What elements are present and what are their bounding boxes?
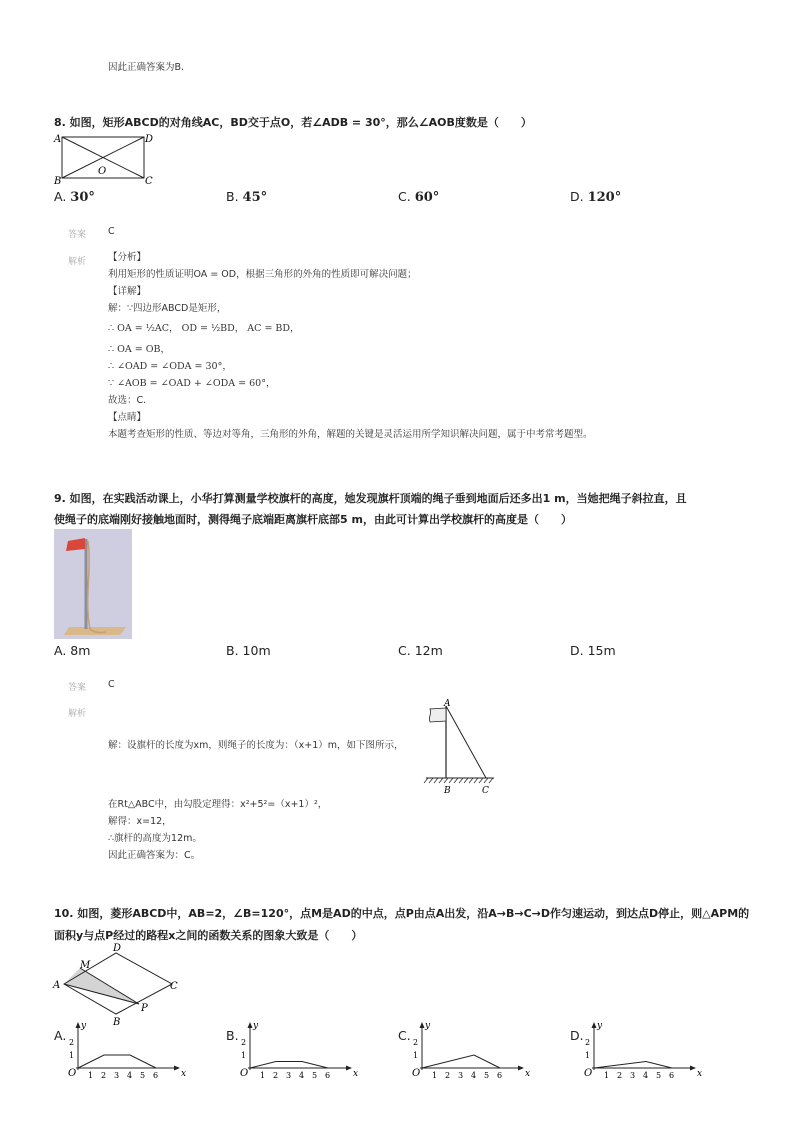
option-value: 30° bbox=[70, 190, 95, 205]
x-axis-label: x bbox=[353, 1069, 359, 1079]
y-axis-label: y bbox=[425, 1021, 431, 1031]
q10-option-b-letter[interactable]: B. bbox=[226, 1028, 239, 1043]
q9-option-a[interactable] bbox=[54, 643, 90, 658]
q8-analysis-tag: 解析 bbox=[68, 257, 87, 267]
analysis-line: 解：设旗杆的长度为xm，则绳子的长度为：（x+1）m，如下图所示， bbox=[108, 740, 404, 751]
option-letter: A. bbox=[54, 189, 67, 204]
q9-option-c[interactable] bbox=[398, 643, 443, 658]
option-letter: D. bbox=[570, 189, 584, 204]
option-value: 45° bbox=[242, 190, 268, 205]
q9-label-c: C bbox=[482, 786, 489, 796]
analysis-line: ∴ OA = ½AC， OD = ½BD， AC = BD， bbox=[108, 323, 300, 334]
option-value: 12m bbox=[414, 643, 443, 658]
function-line bbox=[250, 1062, 328, 1069]
analysis-line: ∴ ∠OAD = ∠ODA = 30°， bbox=[108, 361, 232, 372]
q9-option-b[interactable] bbox=[226, 643, 271, 658]
option-letter: B. bbox=[226, 643, 239, 658]
option-letter: D. bbox=[570, 643, 584, 658]
q9-label-a: A bbox=[444, 699, 451, 709]
y-tick-label: 2 bbox=[413, 1038, 419, 1047]
x-tick-label: 5 bbox=[484, 1071, 490, 1080]
option-letter: C. bbox=[398, 189, 411, 204]
analysis-line: ∴旗杆的高度为12m。 bbox=[108, 833, 202, 844]
x-axis-label: x bbox=[181, 1069, 187, 1079]
q8-label-c: C bbox=[145, 176, 153, 187]
x-tick-label: 4 bbox=[471, 1071, 477, 1080]
y-axis-label: y bbox=[253, 1021, 259, 1031]
analysis-line: 因此正确答案为：C。 bbox=[108, 850, 201, 861]
q8-option-a[interactable] bbox=[54, 189, 95, 205]
x-axis-arrow bbox=[174, 1066, 180, 1071]
q8-answer-tag: 答案 bbox=[68, 230, 87, 240]
x-tick-label: 4 bbox=[299, 1071, 305, 1080]
q8-analysis-block bbox=[108, 249, 748, 443]
question-9-line1: 9. 如图，在实践活动课上，小华打算测量学校旗杆的高度，她发现旗杆顶端的绳子垂到地面后还多出1 m，当她把绳子斜拉直，且 bbox=[54, 492, 687, 505]
q10-graph-d[interactable] bbox=[582, 1020, 703, 1080]
x-tick-label: 6 bbox=[669, 1071, 675, 1080]
q10-graph-c[interactable] bbox=[410, 1020, 531, 1080]
origin-label: O bbox=[240, 1068, 249, 1079]
analysis-line: 故选：C． bbox=[108, 395, 153, 406]
q10-label-p: P bbox=[141, 1003, 148, 1014]
analysis-line: 【点睛】 bbox=[108, 412, 147, 423]
y-tick-label: 1 bbox=[585, 1051, 591, 1060]
q10-label-d: D bbox=[113, 943, 122, 954]
q8-option-d[interactable] bbox=[570, 189, 621, 205]
q8-label-d: D bbox=[145, 134, 154, 145]
q10-label-m: M bbox=[80, 960, 91, 971]
q10-rhombus-figure bbox=[52, 940, 184, 1028]
function-line bbox=[594, 1062, 672, 1069]
x-tick-label: 2 bbox=[101, 1071, 107, 1080]
x-tick-label: 2 bbox=[617, 1071, 623, 1080]
q8-option-b[interactable] bbox=[226, 189, 267, 205]
x-tick-label: 1 bbox=[604, 1071, 610, 1080]
previous-answer-line: 因此正确答案为B. bbox=[108, 62, 185, 73]
q10-label-a: A bbox=[53, 980, 61, 991]
analysis-line: 【详解】 bbox=[108, 286, 147, 297]
q10-option-a-letter[interactable]: A. bbox=[54, 1028, 67, 1043]
x-axis-label: x bbox=[525, 1069, 531, 1079]
origin-label: O bbox=[412, 1068, 421, 1079]
flagpole-photo bbox=[54, 529, 132, 639]
q9-analysis-tag: 解析 bbox=[68, 709, 87, 719]
q10-option-c-letter[interactable]: C. bbox=[398, 1028, 411, 1043]
x-tick-label: 5 bbox=[656, 1071, 662, 1080]
q10-graph-b[interactable] bbox=[238, 1020, 359, 1080]
analysis-line: 本题考查矩形的性质、等边对等角，三角形的外角，解题的关键是灵活运用所学知识解决问题，属于中考常考题型。 bbox=[108, 429, 593, 440]
x-tick-label: 6 bbox=[153, 1071, 159, 1080]
q10-label-c: C bbox=[170, 981, 178, 992]
origin-label: O bbox=[584, 1068, 593, 1079]
x-tick-label: 4 bbox=[643, 1071, 649, 1080]
y-axis-arrow bbox=[76, 1022, 81, 1028]
q9-option-d[interactable] bbox=[570, 643, 616, 658]
q9-label-b: B bbox=[444, 786, 451, 796]
q9-answer: C bbox=[108, 679, 115, 690]
analysis-line: 解：∵四边形ABCD是矩形， bbox=[108, 303, 227, 314]
x-tick-label: 2 bbox=[445, 1071, 451, 1080]
x-tick-label: 6 bbox=[497, 1071, 503, 1080]
question-9-line2: 使绳子的底端刚好接触地面时，测得绳子底端距离旗杆底部5 m，由此可计算出学校旗杆的高度是（ ） bbox=[54, 513, 572, 526]
option-letter: C. bbox=[398, 643, 411, 658]
option-value: 8m bbox=[70, 643, 91, 658]
option-value: 60° bbox=[414, 190, 440, 205]
question-10-line2: 面积y与点P经过的路程x之间的函数关系的图象大致是（ ） bbox=[54, 929, 363, 942]
y-axis-arrow bbox=[248, 1022, 253, 1028]
option-letter: A. bbox=[54, 643, 67, 658]
origin-label: O bbox=[68, 1068, 77, 1079]
q8-answer: C bbox=[108, 226, 115, 237]
q9-analysis-block bbox=[108, 796, 327, 864]
x-tick-label: 5 bbox=[312, 1071, 318, 1080]
q8-label-a: A bbox=[54, 134, 62, 145]
x-axis-arrow bbox=[518, 1066, 524, 1071]
y-tick-label: 2 bbox=[69, 1038, 75, 1047]
option-value: 120° bbox=[587, 190, 622, 205]
y-axis-label: y bbox=[597, 1021, 603, 1031]
x-tick-label: 1 bbox=[432, 1071, 438, 1080]
x-tick-label: 5 bbox=[140, 1071, 146, 1080]
analysis-line: 利用矩形的性质证明OA = OD，根据三角形的外角的性质即可解决问题； bbox=[108, 269, 417, 280]
x-tick-label: 2 bbox=[273, 1071, 279, 1080]
question-10-line1: 10. 如图，菱形ABCD中，AB=2，∠B=120°，点M是AD的中点，点P由点A出发，沿A→B→C→D作匀速运动，到达点D停止，则△APM的 bbox=[54, 907, 750, 920]
q8-label-o: O bbox=[98, 166, 107, 177]
y-tick-label: 2 bbox=[585, 1038, 591, 1047]
y-axis-arrow bbox=[420, 1022, 425, 1028]
question-8-text: 8. 如图，矩形ABCD的对角线AC，BD交于点O，若∠ADB = 30°，那么∠AOB度数是（ ） bbox=[54, 116, 532, 129]
analysis-line: ∵ ∠AOB = ∠OAD + ∠ODA = 60°， bbox=[108, 378, 276, 389]
x-axis-arrow bbox=[690, 1066, 696, 1071]
x-tick-label: 3 bbox=[458, 1071, 464, 1080]
q8-rectangle-figure bbox=[52, 130, 156, 186]
option-value: 10m bbox=[242, 643, 271, 658]
q10-label-b: B bbox=[113, 1017, 121, 1028]
y-axis-arrow bbox=[592, 1022, 597, 1028]
analysis-line: ∴ OA = OB， bbox=[108, 344, 170, 355]
x-axis-arrow bbox=[346, 1066, 352, 1071]
q9-triangle-figure bbox=[418, 696, 498, 796]
x-tick-label: 4 bbox=[127, 1071, 133, 1080]
x-tick-label: 3 bbox=[630, 1071, 636, 1080]
analysis-line: 解得：x=12， bbox=[108, 816, 172, 827]
analysis-line: 【分析】 bbox=[108, 252, 147, 263]
q8-label-b: B bbox=[54, 176, 62, 187]
y-tick-label: 1 bbox=[241, 1051, 247, 1060]
x-tick-label: 3 bbox=[286, 1071, 292, 1080]
x-tick-label: 1 bbox=[260, 1071, 266, 1080]
x-tick-label: 6 bbox=[325, 1071, 331, 1080]
y-axis-label: y bbox=[81, 1021, 87, 1031]
function-line bbox=[422, 1055, 500, 1068]
option-letter: B. bbox=[226, 189, 239, 204]
function-line bbox=[78, 1055, 156, 1068]
analysis-line: 在Rt△ABC中，由勾股定理得：x²+5²=（x+1）²， bbox=[108, 799, 328, 810]
y-tick-label: 1 bbox=[69, 1051, 75, 1060]
y-tick-label: 2 bbox=[241, 1038, 247, 1047]
x-axis-label: x bbox=[697, 1069, 703, 1079]
q10-option-d-letter[interactable]: D. bbox=[570, 1028, 584, 1043]
option-value: 15m bbox=[587, 643, 616, 658]
q8-option-c[interactable] bbox=[398, 189, 439, 205]
q10-graph-a[interactable] bbox=[66, 1020, 187, 1080]
q9-answer-tag: 答案 bbox=[68, 683, 87, 693]
x-tick-label: 1 bbox=[88, 1071, 94, 1080]
y-tick-label: 1 bbox=[413, 1051, 419, 1060]
x-tick-label: 3 bbox=[114, 1071, 120, 1080]
